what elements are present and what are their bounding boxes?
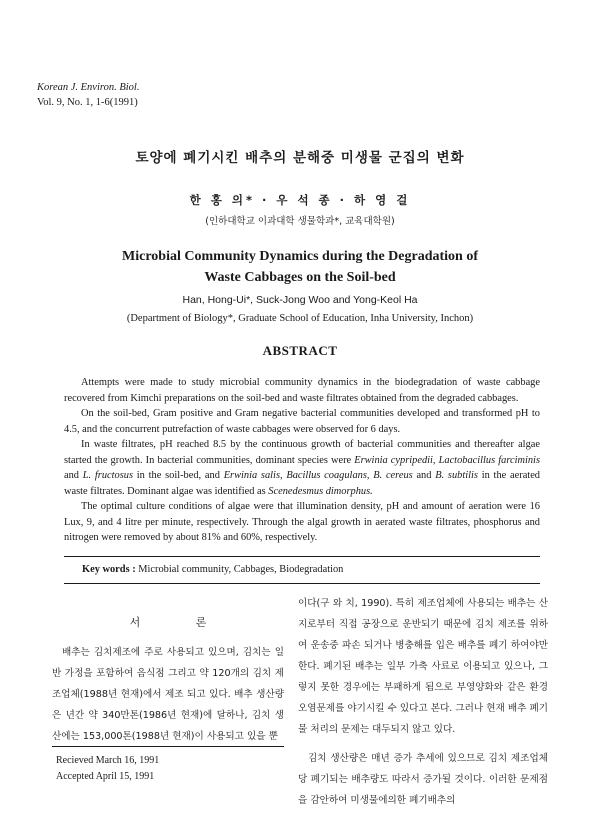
species-name: B. subtilis: [435, 470, 478, 481]
intro-left-column: [52, 612, 284, 747]
abstract-body: [64, 375, 540, 546]
journal-citation: [37, 80, 139, 110]
abstract-rule-top: [64, 556, 540, 557]
abstract-p3-text-c: in the soil-bed, and: [133, 470, 224, 481]
intro-paragraph-1-continued: 이다(구 와 치, 1990). 특히 제조업체에 사용되는 배추는 산지로부터 직접 공장으로 운반되기 때문에 김치 제조를 위하여 운송중 파손 되거나 병충해를 입은 배추를 폐기 하여야만 한다. 폐기된 배추는 일부 가축 사료로 이용되고 있으나, 그렇지 못한 경우에는 부패하게 됨으로 부영양화와 같은 환경 오염문제를 야기시킬 수 있다고 본다. 그러나 현재 배추 폐기물 처리의 문제는 대두되지 않고 있다.: [298, 598, 548, 735]
keywords-text: Microbial community, Cabbages, Biodegradation: [135, 564, 344, 575]
intro-paragraph-2: 김치 생산량은 매년 증가 추세에 있으므로 김치 제조업체당 폐기되는 배추량도 따라서 증가될 것이다. 이러한 문제점을 감안하여 미생물에의한 폐기배추의: [298, 753, 548, 806]
species-name: Erwinia cypripedii, Lactobacillus farciminis: [354, 454, 540, 466]
abstract-heading: ABSTRACT: [262, 343, 338, 358]
english-affiliation: (Department of Biology*, Graduate School of Education, Inha University, Inchon): [126, 313, 474, 324]
intro-paragraph-1: 배추는 김치제조에 주로 사용되고 있으며, 김치는 일반 가정을 포함하여 음식점 그리고 약 120개의 김치 제조업체(1988년 현재)에서 제조 되고 있다. 배추 생산량은 년간 약 340만톤(1986년 현재)에 달하나, 김치 생산에는 153,000톤(1988년 현재)이 사용되고 있을 뿐: [52, 647, 284, 742]
english-title: [0, 246, 600, 288]
species-name: Scenedesmus dimorphus.: [268, 485, 373, 497]
korean-title: 토양에 폐기시킨 배추의 분해중 미생물 군집의 변화: [135, 150, 465, 166]
keywords-label: Key words :: [82, 564, 136, 575]
footnote-rule: [52, 746, 284, 747]
intro-right-column: [298, 593, 548, 811]
received-date: Recieved March 16, 1991: [56, 755, 160, 766]
species-name: L. fructosus: [82, 470, 134, 481]
keywords: [82, 564, 343, 575]
english-authors: Han, Hong-Ui*, Suck-Jong Woo and Yong-Keol Ha: [182, 294, 418, 306]
english-title-line1: Microbial Community Dynamics during the Degradation of: [122, 249, 478, 264]
abstract-p3-text-b: and: [64, 470, 83, 481]
footnote: [56, 753, 159, 785]
abstract-p3-text-a: In waste filtrates, pH reached 8.5 by the continuous growth of bacterial communities and thereafter algae started the growth. In bacterial communities, dominant species were: [64, 439, 540, 466]
abstract-paragraph-1: Attempts were made to study microbial community dynamics in the biodegradation of waste cabbage recovered from Kimchi preparations on the soil-bed and waste filtrates obtained from the degraded cabbages.: [64, 377, 540, 404]
korean-affiliation: (인하대학교 이과대학 생물학과*, 교육대학원): [205, 216, 395, 227]
abstract-paragraph-3: [64, 437, 540, 499]
abstract-p3-text-d: and: [412, 470, 436, 481]
introduction-heading: 서 론: [129, 616, 233, 629]
korean-authors: 한 홍 의* · 우 석 종 · 하 영 걸: [189, 193, 411, 207]
abstract-rule-bottom: [64, 583, 540, 584]
abstract-p3-text-e: in the aerated waste filtrates. Dominant algae was identified as: [64, 470, 541, 497]
accepted-date: Accepted April 15, 1991: [56, 771, 155, 782]
journal-volume: Vol. 9, No. 1, 1-6(1991): [37, 97, 138, 108]
english-title-line2: Waste Cabbages on the Soil-bed: [204, 270, 396, 285]
journal-name: Korean J. Environ. Biol.: [37, 82, 140, 93]
abstract-paragraph-2: On the soil-bed, Gram positive and Gram negative bacterial communities developed and transformed pH to 4.5, and the concurrent putrefaction of waste cabbages were observed for 6 days.: [64, 408, 540, 435]
abstract-paragraph-4: The optimal culture conditions of algae were that illumination density, pH and amount of aeration were 16 Lux, 9, and 4 litre per minute, respectively. Through the algal growth in aerated waste filtrates, phosphorus and nitrogen were removed by about 81% and 60%, respectively.: [64, 501, 540, 543]
species-name: Erwinia salis, Bacillus coagulans, B. cereus: [223, 470, 413, 481]
